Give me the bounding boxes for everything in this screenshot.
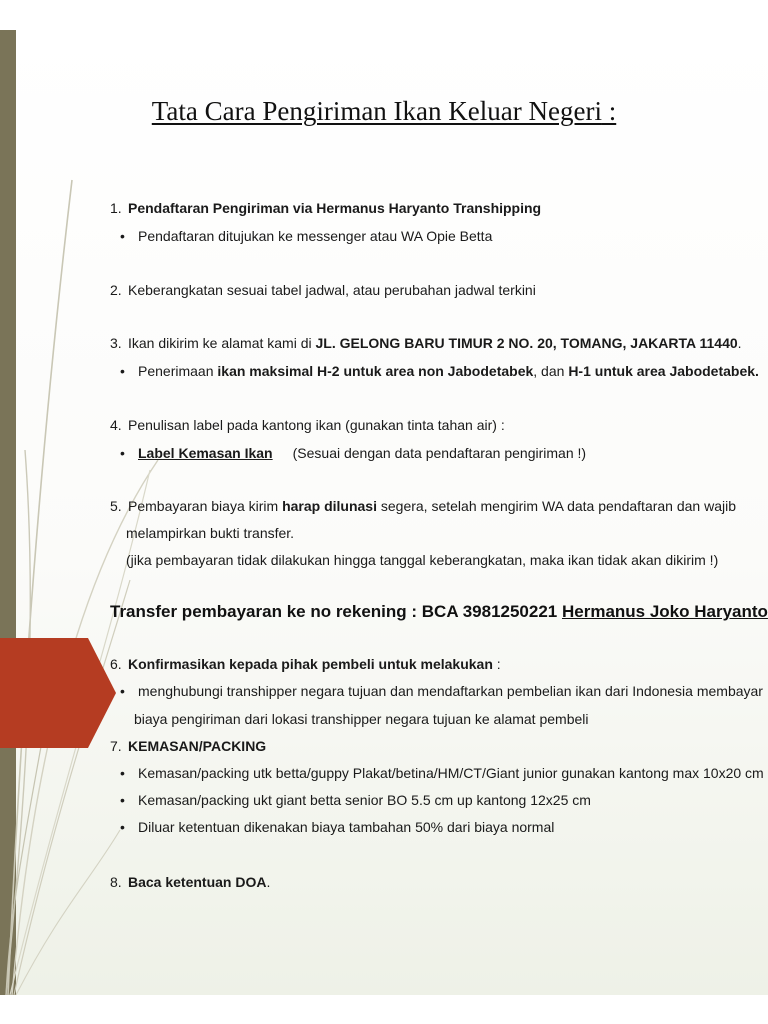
item-7-bullet-2: • Kemasan/packing ukt giant betta senior BO 5.5 cm up kantong 12x25 cm <box>120 792 591 808</box>
item-1-bullet: • Pendaftaran ditujukan ke messenger atau WA Opie Betta <box>120 228 493 244</box>
item-2: 2. Keberangkatan sesuai tabel jadwal, atau perubahan jadwal terkini <box>110 282 536 298</box>
item-4: 4. Penulisan label pada kantong ikan (gunakan tinta tahan air) : <box>110 417 505 433</box>
item-5-line3: (jika pembayaran tidak dilakukan hingga tanggal keberangkatan, maka ikan tidak akan dikirim !) <box>126 552 719 568</box>
item-5-line2: melampirkan bukti transfer. <box>126 525 295 541</box>
item-3: 3. Ikan dikirim ke alamat kami di JL. GELONG BARU TIMUR 2 NO. 20, TOMANG, JAKARTA 11440. <box>110 335 742 351</box>
bottom-margin <box>0 995 768 1024</box>
page-title: Tata Cara Pengiriman Ikan Keluar Negeri : <box>151 96 617 126</box>
item-6-bullet: • menghubungi transhipper negara tujuan dan mendaftarkan pembelian ikan dari Indonesia membayar <box>120 683 763 699</box>
item-6: 6. Konfirmasikan kepada pihak pembeli untuk melakukan : <box>110 656 501 672</box>
account-holder: Hermanus Joko Haryanto <box>561 602 768 621</box>
item-5: 5. Pembayaran biaya kirim harap dilunasi segera, setelah mengirim WA data pendaftaran dan wajib <box>110 498 737 514</box>
item-8: 8. Baca ketentuan DOA. <box>110 874 271 890</box>
label-kemasan: Label Kemasan Ikan <box>138 445 273 461</box>
item-7: 7. KEMASAN/PACKING <box>110 738 267 754</box>
item-6-bullet-cont: biaya pengiriman dari lokasi transhipper negara tujuan ke alamat pembeli <box>134 711 589 727</box>
transfer-info: Transfer pembayaran ke no rekening : BCA 3981250221 Hermanus Joko Haryanto <box>110 602 768 621</box>
item-7-bullet-1: • Kemasan/packing utk betta/guppy Plakat/betina/HM/CT/Giant junior gunakan kantong max 10x20 cm <box>120 765 764 781</box>
item-7-bullet-3: • Diluar ketentuan dikenakan biaya tambahan 50% dari biaya normal <box>120 819 555 835</box>
item-1: 1. Pendaftaran Pengiriman via Hermanus Haryanto Transhipping <box>110 200 542 216</box>
item-3-bullet: • Penerimaan ikan maksimal H-2 untuk area non Jabodetabek, dan H-1 untuk area Jabodetabek. <box>120 363 759 379</box>
item-4-bullet: • Label Kemasan Ikan (Sesuai dengan data pendaftaran pengiriman !) <box>120 445 587 461</box>
